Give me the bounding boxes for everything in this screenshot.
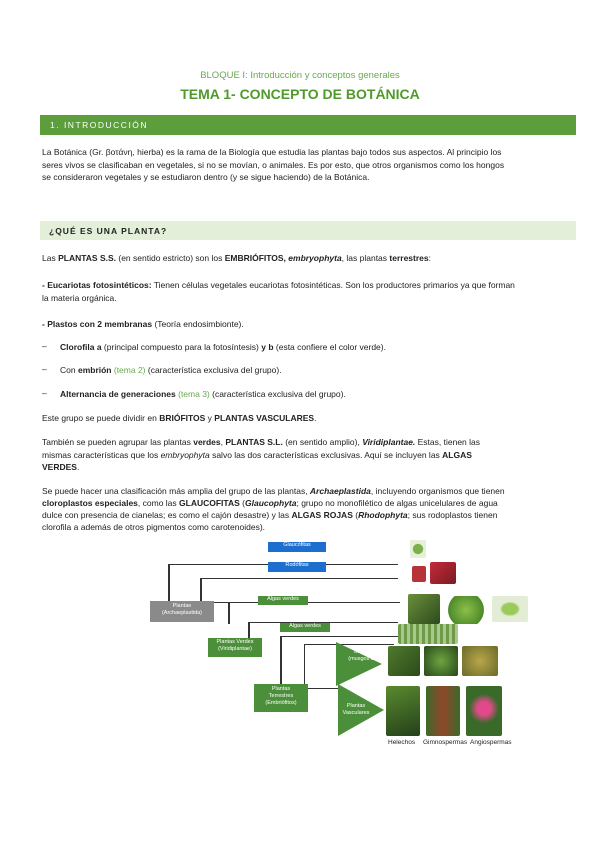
tree-line [280, 636, 398, 637]
node-label: Glaucófitas [283, 542, 311, 548]
node-label: Terrestres [268, 693, 294, 699]
text: ; sus rodoplastos tienen [407, 510, 498, 520]
node-label: Plantae [172, 603, 192, 609]
node-plantae [150, 601, 214, 622]
text: embrión [77, 365, 112, 375]
text: VERDES [42, 462, 77, 473]
list-item [0, 341, 600, 353]
node-briofitos [344, 649, 384, 663]
text: mismas características que los [42, 449, 161, 460]
node-label: Vasculares [342, 710, 370, 716]
text: y b [261, 342, 274, 352]
node-algas-verdes-2 [280, 623, 330, 632]
text: Con [60, 365, 78, 375]
text: (en sentido amplio), [282, 437, 363, 447]
node-rodofitas [268, 562, 326, 572]
text: y [205, 413, 215, 423]
text: clorofila a además de otros pigmentos como carotenoides). [42, 522, 266, 532]
text: (característica exclusiva del grupo). [145, 365, 282, 375]
text: dulce con presencia de cianelas; es como el cajón desastre) y las [42, 510, 292, 520]
text: Estas, tienen las [415, 437, 481, 447]
text: (en sentido estricto) son los [116, 253, 225, 263]
text: ALGAS [442, 449, 472, 460]
section-header-intro [40, 115, 576, 135]
text: Glaucophyta [245, 498, 297, 508]
node-label: Rodófitas [285, 562, 309, 568]
text: . [314, 413, 317, 423]
gymnosperm-photo [426, 686, 460, 736]
moss-photo-2 [424, 646, 458, 676]
text: Rhodophyta [358, 510, 408, 520]
section-intro-label: 1. INTRODUCCIÓN [50, 120, 149, 130]
text: Archaeplastida [309, 486, 371, 496]
text: ; grupo no monofilético de algas unicelulares de agua [296, 498, 498, 508]
green-algae-photo-3 [492, 596, 528, 622]
text: . [76, 462, 80, 473]
text: embryophyta [288, 253, 342, 263]
text: También se pueden agrupar las plantas [42, 437, 194, 447]
moss-photo-3 [462, 646, 498, 676]
charophyte-photo [398, 624, 458, 644]
node-label: Plantas [346, 703, 366, 709]
fern-photo [386, 686, 420, 736]
tree-line [200, 578, 202, 602]
intro-paragraph [42, 146, 572, 184]
node-label: Plantas Verdes [216, 639, 254, 645]
red-algae-photo-2 [430, 562, 456, 584]
text: , como las [137, 498, 180, 508]
angiosperm-photo [466, 686, 502, 736]
node-label: (musgos s.l.) [348, 656, 380, 662]
text: Clorofila a [60, 342, 102, 352]
text: verdes [193, 437, 221, 447]
dash-bullet: – [42, 364, 47, 374]
tree-line [304, 644, 305, 688]
node-plantas-terrestres [254, 684, 308, 712]
green-algae-photo-2 [445, 596, 487, 624]
text: Este grupo se puede dividir en [42, 413, 160, 423]
caption-angiospermas: Angiospermas [470, 739, 512, 746]
block-subtitle: BLOQUE I: Introducción y conceptos generales [200, 70, 400, 81]
tree-line [228, 602, 230, 624]
archaeplastida-paragraph [42, 485, 572, 533]
node-glaucofitas [268, 542, 326, 552]
node-vasculares [336, 703, 376, 717]
text: Tienen células vegetales eucariotas fotosintéticas. Son los productores primarios ya que forman [151, 280, 515, 290]
text: Las [42, 253, 59, 263]
text: , las plantas [341, 253, 390, 263]
green-algae-photo-1 [408, 594, 440, 624]
text: Viridiplantae. [362, 437, 416, 447]
glaucophyte-photo [410, 540, 426, 558]
text: , incluyendo organismos que tienen [370, 486, 505, 496]
caption-gimnospermas: Gimnospermas [423, 739, 468, 746]
intro-line: se consideraron vegetales y se estudiaron dentro (y se sigue haciendo) de la Botánica. [42, 172, 370, 183]
node-algas-verdes [258, 596, 308, 605]
tree-line [280, 636, 282, 688]
moss-photo-1 [388, 646, 420, 676]
text: : [428, 253, 432, 263]
node-label: (Viridiplantae) [218, 646, 252, 652]
text: PLANTAS S.L. [225, 437, 283, 447]
node-label: Algas verdes [289, 623, 321, 629]
node-label: Briófitos [354, 649, 374, 655]
list-item [0, 388, 600, 400]
text: terrestres [389, 253, 429, 263]
text: (principal compuesto para la fotosíntesis) [101, 342, 262, 352]
node-label: Algas verdes [267, 596, 299, 602]
text: cloroplastos especiales [42, 498, 138, 508]
division-paragraph [42, 412, 572, 425]
node-plantas-verdes [208, 638, 262, 657]
text: ALGAS ROJAS [291, 510, 353, 520]
text: (característica exclusiva del grupo). [209, 389, 346, 399]
text: (tema 3) [175, 389, 210, 399]
node-label: Plantas [271, 686, 291, 692]
node-label: (Embriófitos) [265, 700, 297, 706]
text: ( [239, 498, 245, 508]
viridiplantae-paragraph [42, 436, 572, 474]
text: - Plastos con 2 membranas [42, 319, 153, 329]
text: - Eucariotas fotosintéticos: [42, 280, 152, 290]
page-title: TEMA 1- CONCEPTO DE BOTÁNICA [180, 86, 420, 102]
phylogeny-diagram [140, 536, 540, 754]
caption-helechos: Helechos [388, 739, 416, 746]
text: ( [352, 510, 359, 520]
text: GLAUCOFITAS [179, 498, 240, 508]
plastos-paragraph [42, 318, 572, 331]
text: Se puede hacer una clasificación más amplia del grupo de las plantas, [42, 486, 310, 496]
plants-ss-paragraph [42, 252, 572, 265]
text: BRIÓFITOS [159, 413, 206, 423]
text: (esta confiere el color verde). [273, 342, 386, 352]
eukaryote-paragraph [42, 279, 572, 304]
red-algae-photo-1 [412, 566, 426, 582]
text: (Teoría endosimbionte). [152, 319, 244, 329]
dash-bullet: – [42, 341, 47, 351]
text: embryophyta [160, 449, 210, 460]
text: EMBRIÓFITOS, [224, 253, 289, 263]
intro-line: La Botánica (Gr. βοτάνη, hierba) es la rama de la Biología que estudia las plantas bajo todos sus aspectos. Al principio los [42, 147, 502, 157]
text: PLANTAS S.S. [58, 253, 117, 263]
section-what-label: ¿QUÉ ES UNA PLANTA? [49, 226, 168, 236]
text: salvo las dos características exclusivas. Aquí se incluyen las [209, 449, 443, 460]
intro-line: seres vivos se clasificaban en vegetales, si no se movían, o animales. Es por esto, que otros organismos como los hongos [42, 159, 505, 170]
text: Alternancia de generaciones [60, 389, 176, 399]
node-label: (Archaeplastida) [161, 610, 203, 616]
text: , [220, 437, 226, 447]
dash-bullet: – [42, 388, 47, 398]
text: (tema 2) [111, 365, 146, 375]
tree-line [168, 564, 170, 605]
text: PLANTAS VASCULARES [214, 413, 315, 423]
text: la materia orgánica. [42, 292, 117, 303]
list-item [0, 364, 600, 376]
tree-line [200, 578, 398, 579]
section-header-what [40, 221, 576, 240]
